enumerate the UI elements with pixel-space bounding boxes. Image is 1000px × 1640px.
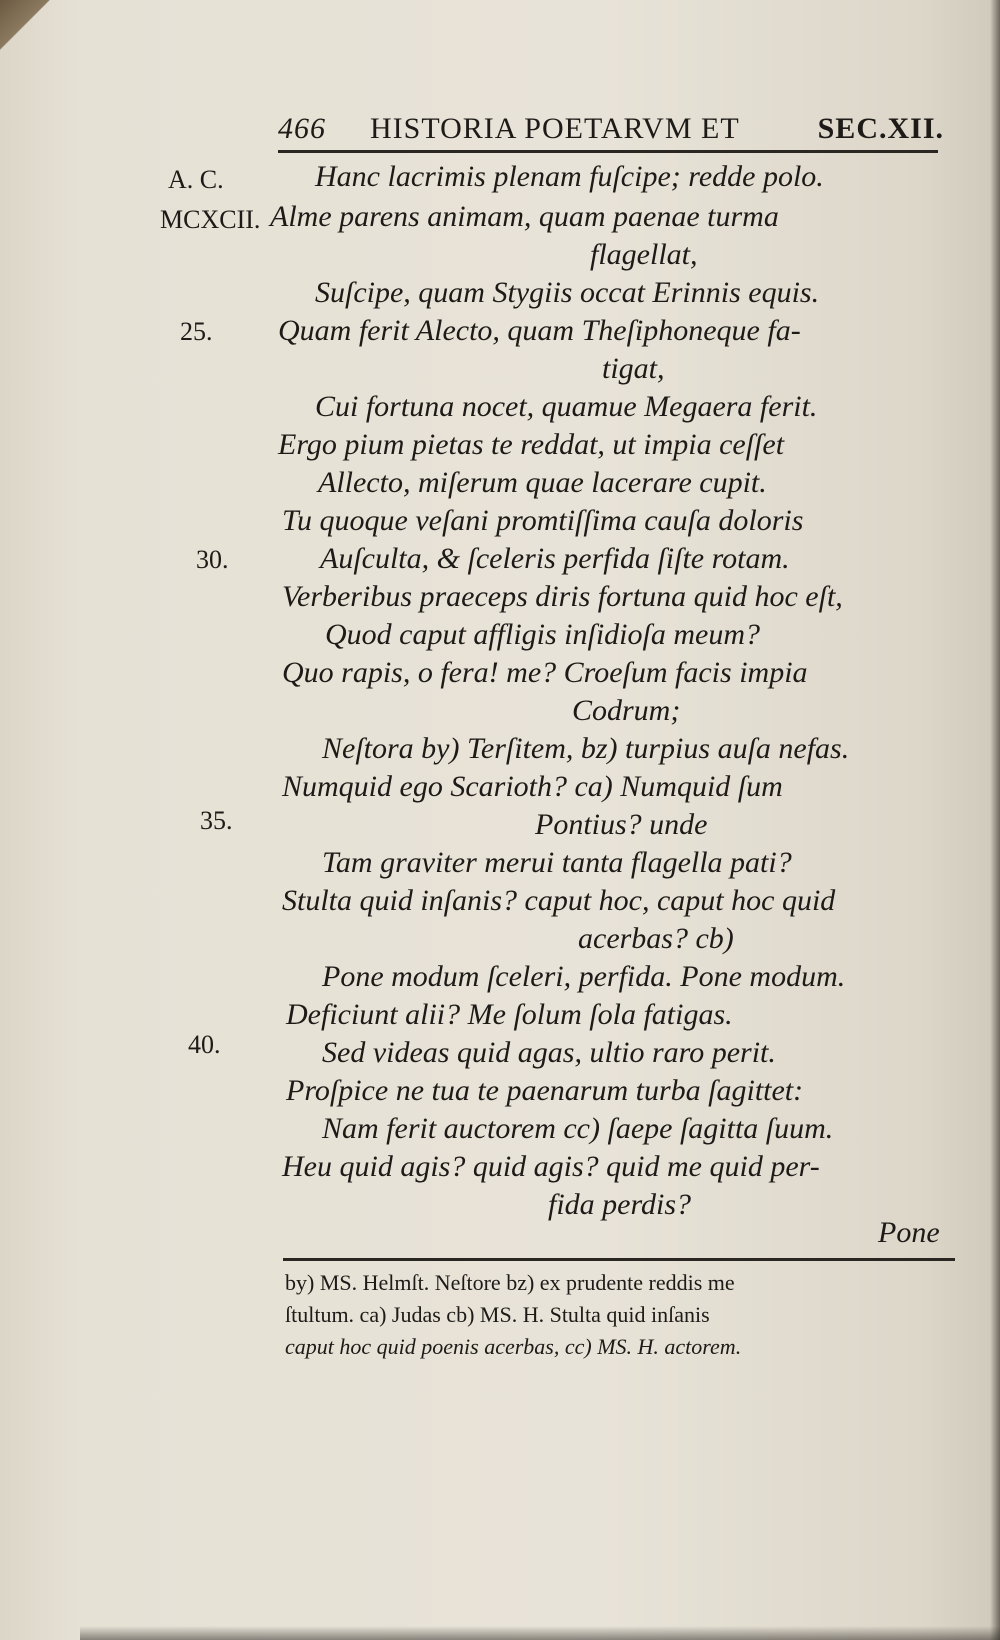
verse-line: Nam ferit auctorem cc) ſaepe ſagitta ſuum. [322, 1112, 834, 1145]
footnote-line: by) MS. Helmſt. Neſtore bz) ex prudente reddis me [285, 1270, 735, 1295]
verse-line: Sed videas quid agas, ultio raro perit. [322, 1036, 776, 1069]
footnote-line: ſtultum. ca) Judas cb) MS. H. Stulta quid inſanis [285, 1302, 710, 1327]
verse-line: Verberibus praeceps diris fortuna quid hoc eſt, [282, 580, 843, 613]
running-header [278, 112, 948, 148]
footnote-line: caput hoc quid poenis acerbas, cc) MS. H. actorem. [285, 1334, 742, 1359]
verse-line: flagellat, [590, 238, 698, 271]
verse-line: Heu quid agis? quid agis? quid me quid per- [282, 1150, 820, 1183]
verse-line: Deficiunt alii? Me ſolum ſola fatigas. [286, 998, 733, 1031]
verse-line: Allecto, miſerum quae lacerare cupit. [318, 466, 767, 499]
verse-line: Codrum; [572, 694, 681, 727]
margin-line-40: 40. [188, 1030, 221, 1059]
bottom-edge-shadow [80, 1626, 1000, 1640]
verse-line: Neſtora by) Terſitem, bz) turpius auſa nefas. [322, 732, 850, 765]
page-number: 466 [278, 112, 326, 145]
running-title: HISTORIA POETARVM ET [370, 112, 740, 145]
folded-corner [0, 0, 70, 70]
verse-line: Quo rapis, o fera! me? Croeſum facis impia [282, 656, 808, 689]
verse-line: Tu quoque veſani promtiſſima cauſa doloris [282, 504, 804, 537]
header-rule [278, 150, 938, 153]
verse-line: Cui fortuna nocet, quamue Megaera ferit. [315, 390, 818, 423]
verse-line: Quod caput affligis inſidioſa meum? [325, 618, 760, 651]
verse-line: Tam graviter merui tanta flagella pati? [322, 846, 792, 879]
margin-line-25: 25. [180, 317, 213, 346]
verse-line: Alme parens animam, quam paenae turma [270, 200, 779, 233]
verse-line: acerbas? cb) [578, 922, 734, 955]
verse-line: Stulta quid inſanis? caput hoc, caput hoc quid [282, 884, 836, 917]
verse-line: Numquid ego Scarioth? ca) Numquid ſum [282, 770, 783, 803]
catchword: Pone [878, 1216, 940, 1249]
verse-line: Suſcipe, quam Stygiis occat Erinnis equis. [315, 276, 820, 309]
margin-era: A. C. [168, 165, 224, 194]
page-edge-shadow [990, 0, 1000, 1640]
verse-line: Hanc lacrimis plenam fuſcipe; redde polo. [315, 160, 824, 193]
section-label: SEC.XII. [817, 112, 944, 145]
verse-line: Ergo pium pietas te reddat, ut impia ceſſet [278, 428, 785, 461]
verse-line: Pone modum ſceleri, perfida. Pone modum. [322, 960, 846, 993]
margin-line-35: 35. [200, 806, 233, 835]
verse-line: Pontius? unde [535, 808, 708, 841]
verse-line: Auſculta, & ſceleris perfida ſiſte rotam. [320, 542, 790, 575]
verse-line: Quam ferit Alecto, quam Theſiphoneque fa- [278, 314, 801, 347]
margin-year: MCXCII. [160, 205, 261, 234]
margin-line-30: 30. [196, 545, 229, 574]
verse-line: tigat, [602, 352, 665, 385]
footnote-rule [283, 1258, 955, 1261]
verse-line: fida perdis? [548, 1188, 692, 1221]
verse-line: Proſpice ne tua te paenarum turba ſagittet: [286, 1074, 804, 1107]
